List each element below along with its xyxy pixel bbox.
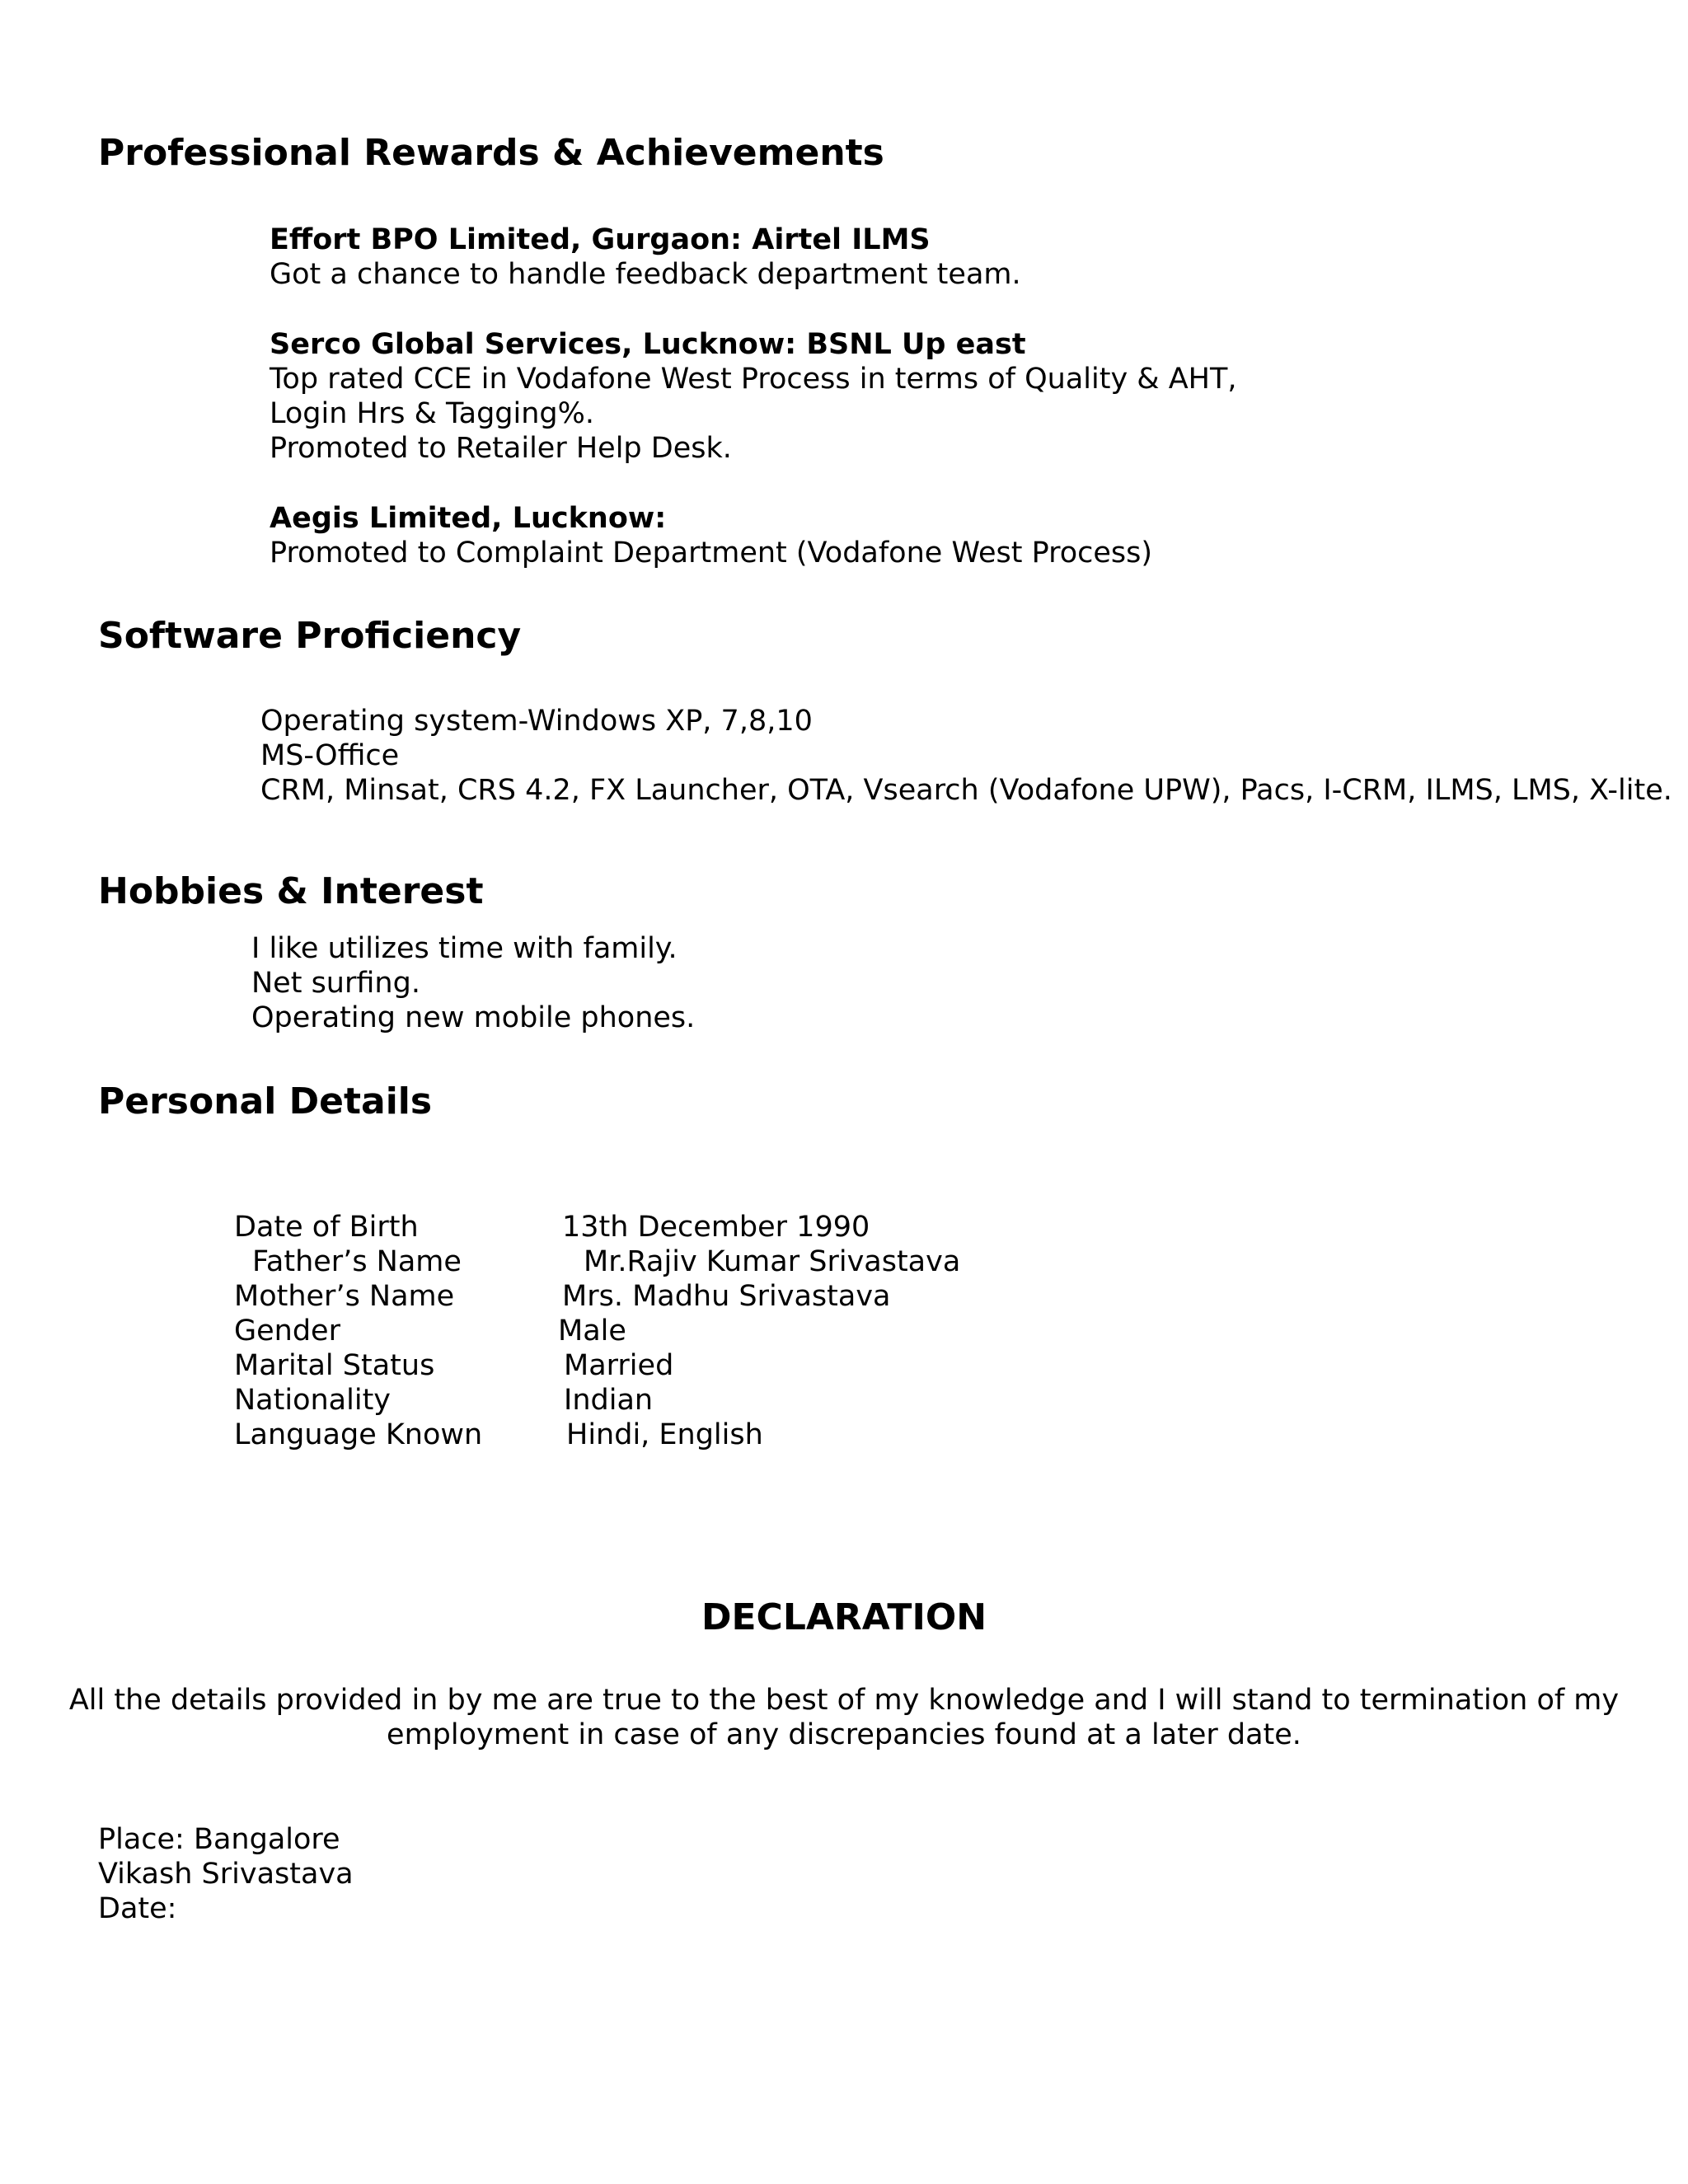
achievement-line: Login Hrs & Tagging%. <box>270 397 595 430</box>
signature-name: Vikash Srivastava <box>98 1858 354 1891</box>
personal-label: Mother’s Name <box>234 1280 455 1313</box>
personal-value: Mr.Rajiv Kumar Srivastava <box>584 1245 961 1278</box>
personal-label: Nationality <box>234 1384 392 1417</box>
date-line: Date: <box>98 1892 177 1925</box>
personal-value: Married <box>564 1349 674 1382</box>
personal-label: Date of Birth <box>234 1211 419 1244</box>
personal-label: Language Known <box>234 1418 483 1451</box>
software-line: CRM, Minsat, CRS 4.2, FX Launcher, OTA, Vsearch (Vodafone UPW), Pacs, I-CRM, ILMS, LMS, X-lite. <box>260 774 1672 807</box>
software-heading: Software Proficiency <box>98 615 522 657</box>
place-line: Place: Bangalore <box>98 1823 340 1856</box>
hobby-line: I like utilizes time with family. <box>251 932 678 965</box>
hobbies-heading: Hobbies & Interest <box>98 870 484 912</box>
personal-label: Marital Status <box>234 1349 435 1382</box>
achievement-line: Got a chance to handle feedback department team. <box>270 258 1021 291</box>
achievement-line: Top rated CCE in Vodafone West Process in terms of Quality & AHT, <box>270 363 1237 396</box>
declaration-text: All the details provided in by me are true to the best of my knowledge and I will stand to termination of my <box>68 1684 1620 1717</box>
personal-label: Gender <box>234 1315 340 1347</box>
personal-heading: Personal Details <box>98 1080 433 1122</box>
achievement-line: Promoted to Complaint Department (Vodafone West Process) <box>270 537 1153 569</box>
hobby-line: Net surfing. <box>251 967 420 1000</box>
achievement-company: Aegis Limited, Lucknow: <box>270 502 667 535</box>
declaration-heading: DECLARATION <box>701 1596 987 1638</box>
hobby-line: Operating new mobile phones. <box>251 1001 696 1034</box>
personal-value: Mrs. Madhu Srivastava <box>562 1280 891 1313</box>
achievement-company: Serco Global Services, Lucknow: BSNL Up east <box>270 328 1026 361</box>
personal-value: Indian <box>564 1384 654 1417</box>
achievement-company: Effort BPO Limited, Gurgaon: Airtel ILMS <box>270 223 931 256</box>
achievements-heading: Professional Rewards & Achievements <box>98 132 884 174</box>
declaration-text: employment in case of any discrepancies found at a later date. <box>387 1718 1301 1751</box>
personal-value: Hindi, English <box>566 1418 763 1451</box>
personal-value: Male <box>558 1315 626 1347</box>
software-line: MS-Office <box>260 739 400 772</box>
software-line: Operating system-Windows XP, 7,8,10 <box>260 705 813 738</box>
personal-label: Father’s Name <box>252 1245 462 1278</box>
personal-value: 13th December 1990 <box>562 1211 870 1244</box>
achievement-line: Promoted to Retailer Help Desk. <box>270 432 732 465</box>
